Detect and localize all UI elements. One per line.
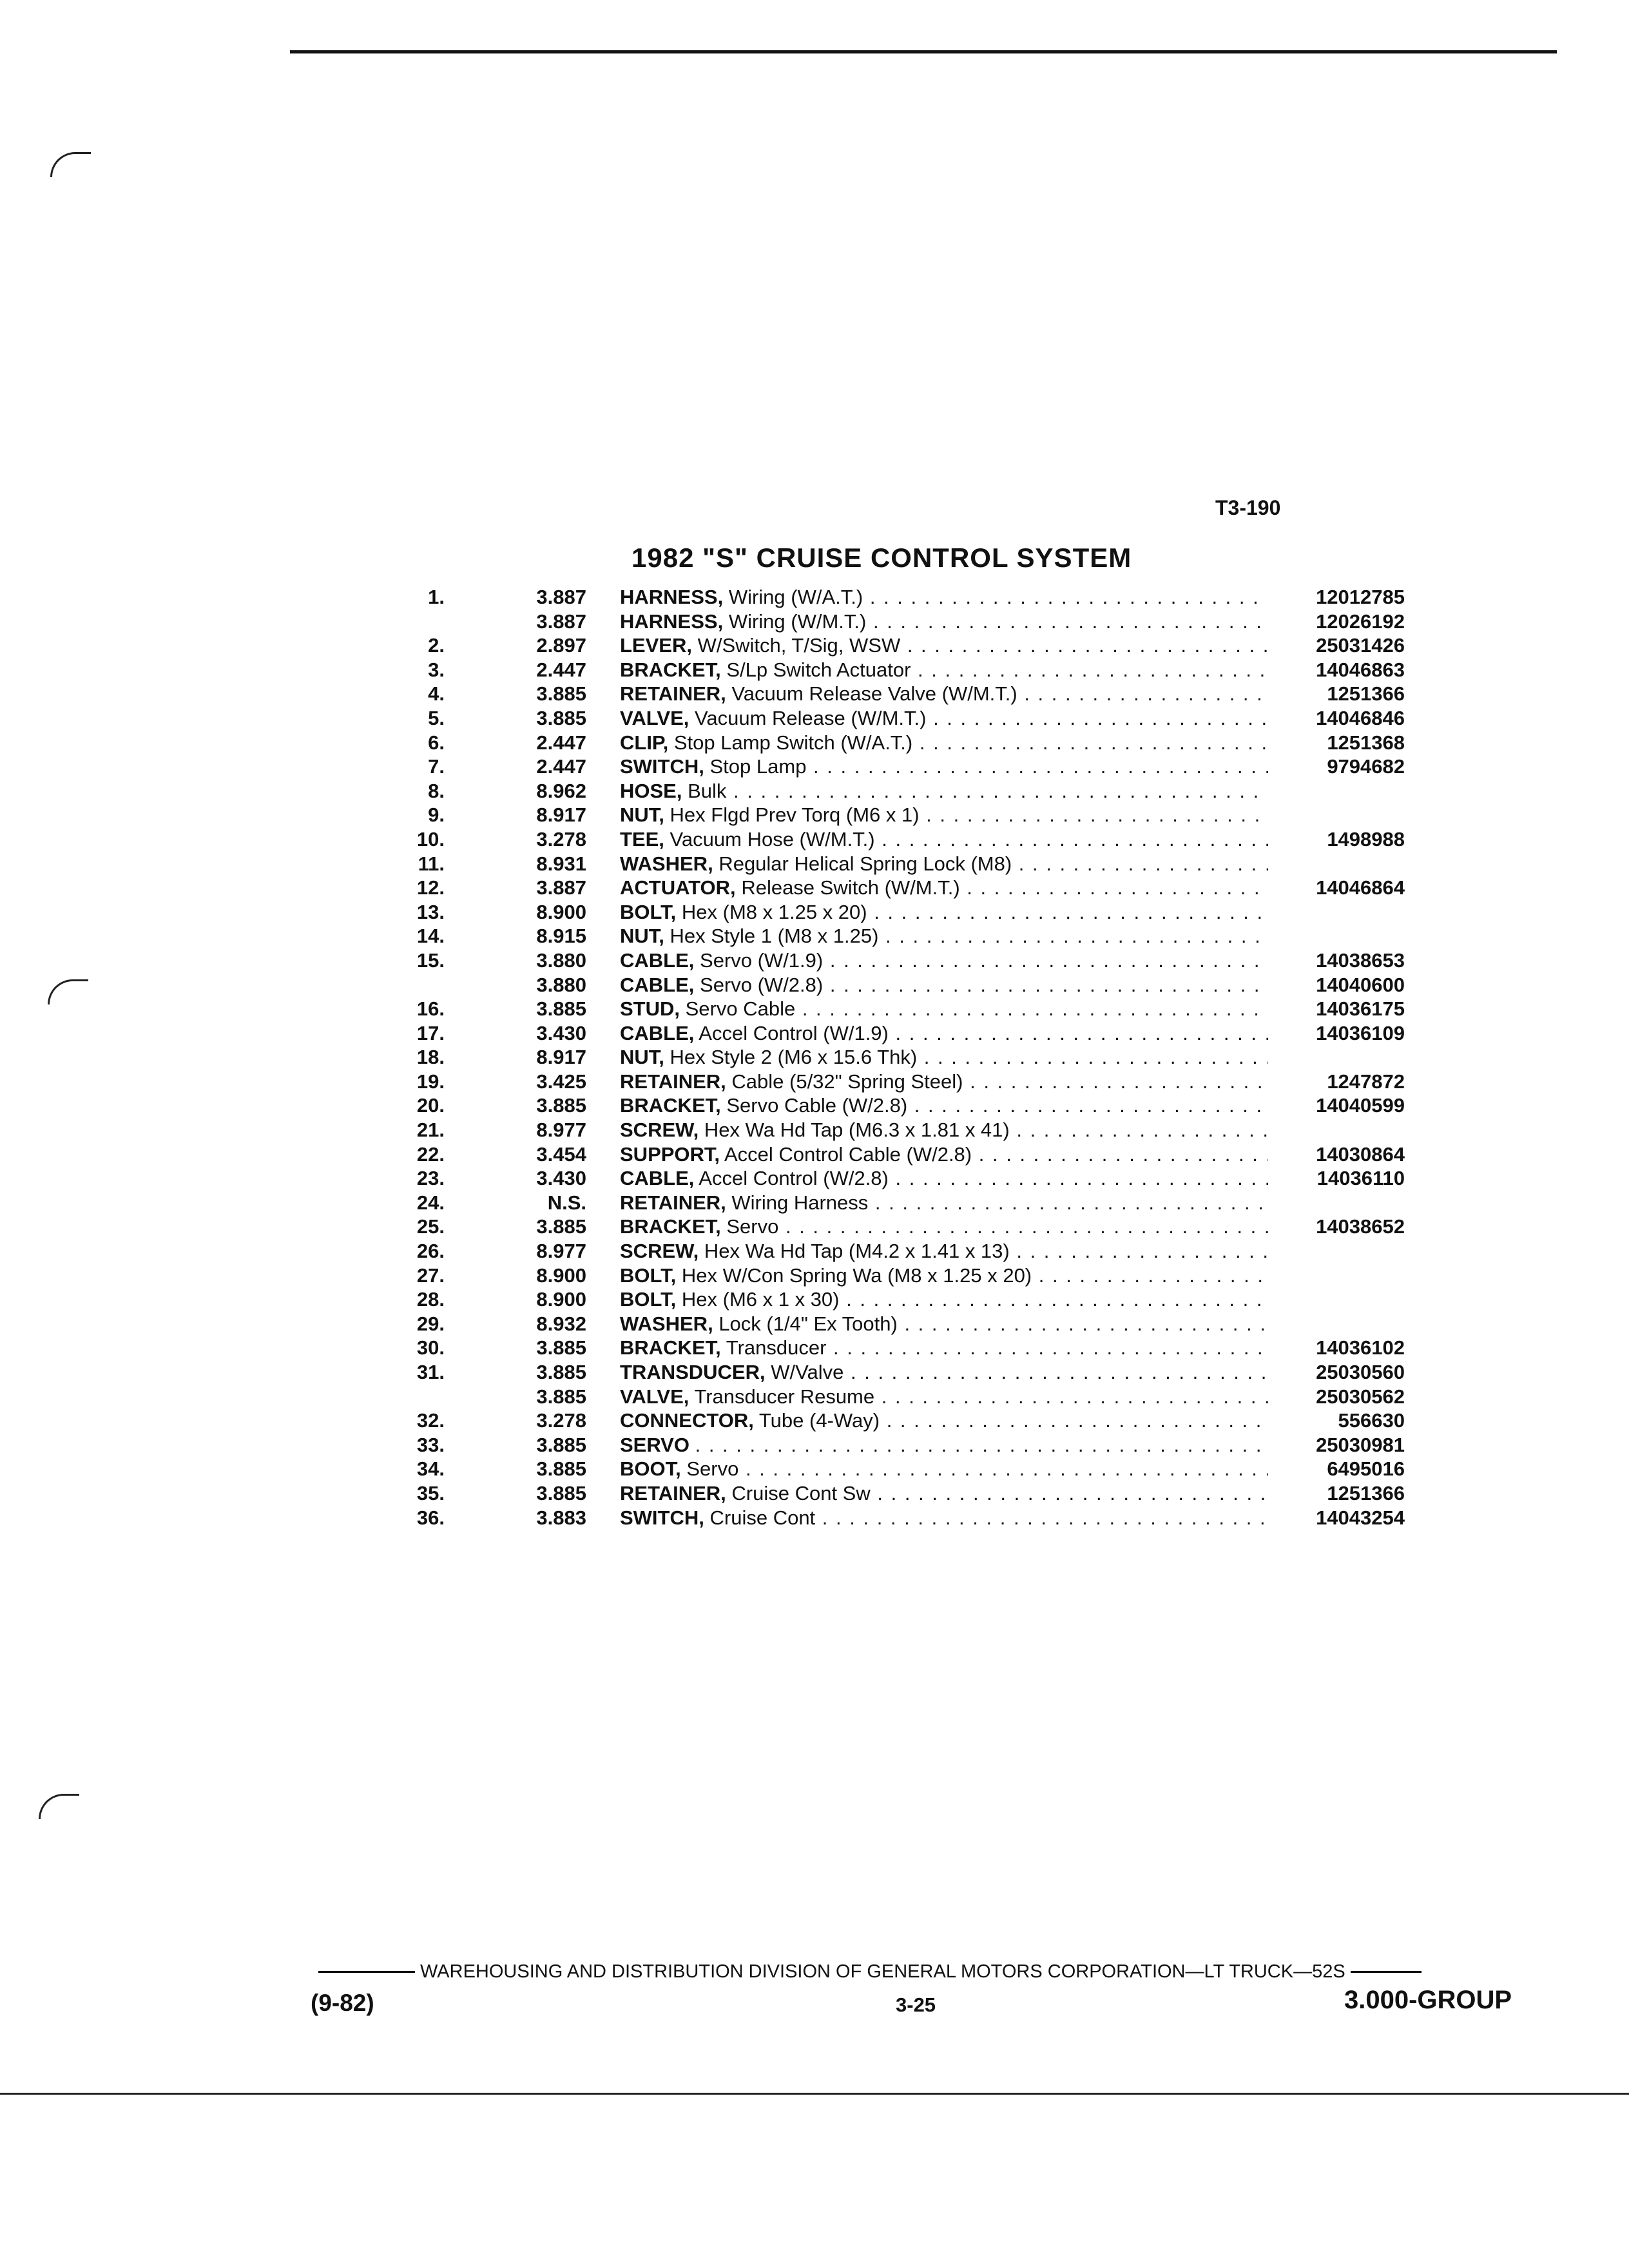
part-description — [620, 852, 1268, 876]
part-detail: Hex Wa Hd Tap (M6.3 x 1.81 x 41) — [704, 1119, 1010, 1142]
group-number: 8.962 — [536, 779, 586, 802]
item-number: 11. — [418, 852, 445, 875]
item-number: 35. — [416, 1481, 445, 1504]
part-detail: Wiring (W/A.T.) — [728, 586, 863, 608]
group-number: 3.885 — [536, 682, 586, 706]
part-description — [620, 1215, 1268, 1239]
table-row — [0, 585, 1629, 610]
part-name: SERVO — [620, 1433, 689, 1456]
part-number: 1247872 — [1327, 1070, 1405, 1093]
part-description — [620, 948, 1268, 973]
part-description — [620, 779, 1268, 803]
table-row — [0, 852, 1629, 876]
part-name: BRACKET, — [620, 1336, 721, 1360]
item-number: 17. — [416, 1021, 445, 1044]
part-name: BOLT, — [620, 1288, 677, 1311]
part-name: HOSE, — [620, 779, 682, 802]
part-number: 14043254 — [1316, 1506, 1405, 1529]
group-number: 8.900 — [536, 900, 586, 923]
part-name: CABLE, — [620, 973, 695, 996]
part-detail: Servo (W/2.8) — [700, 973, 824, 996]
item-number: 9. — [428, 803, 445, 827]
group-number: 3.885 — [536, 706, 586, 729]
page-code: T3-190 — [1215, 496, 1281, 519]
table-row — [0, 1360, 1629, 1385]
part-name: BOOT, — [620, 1457, 681, 1481]
item-number: 28. — [416, 1288, 445, 1311]
item-number: 2. — [428, 634, 445, 657]
item-number: 15. — [416, 948, 445, 972]
part-description — [620, 1336, 1268, 1360]
part-detail: Vacuum Hose (W/M.T.) — [670, 827, 875, 850]
part-name: RETAINER, — [620, 1070, 726, 1093]
part-detail: Hex Flgd Prev Torq (M6 x 1) — [670, 803, 920, 827]
table-row — [0, 1385, 1629, 1409]
part-number: 12012785 — [1316, 586, 1405, 608]
part-description — [620, 1408, 1268, 1433]
item-number: 19. — [416, 1070, 445, 1093]
footer-date: (9-82) — [311, 1990, 374, 2016]
part-description — [620, 1191, 1268, 1215]
table-row — [0, 658, 1629, 682]
table-row — [0, 779, 1629, 803]
part-number: 9794682 — [1327, 755, 1405, 778]
part-name: NUT, — [620, 1046, 664, 1069]
group-number: 8.900 — [536, 1264, 586, 1287]
table-row — [0, 1287, 1629, 1312]
table-row — [0, 633, 1629, 658]
item-number: 1. — [428, 586, 445, 608]
table-row — [0, 1070, 1629, 1094]
part-detail: Regular Helical Spring Lock (M8) — [718, 852, 1012, 875]
part-name: SWITCH, — [620, 1506, 704, 1529]
part-description — [620, 731, 1268, 755]
table-row — [0, 682, 1629, 706]
group-number: 3.885 — [536, 1433, 586, 1456]
part-detail: Accel Control (W/1.9) — [699, 1021, 889, 1044]
top-rule — [290, 50, 1557, 53]
item-number: 32. — [416, 1409, 445, 1432]
item-number: 3. — [428, 658, 445, 681]
group-number: 8.977 — [536, 1240, 586, 1263]
footer-group-code: 3.000-GROUP — [1344, 1986, 1512, 2014]
page-title: 1982 "S" CRUISE CONTROL SYSTEM — [631, 543, 1132, 573]
part-number: 6495016 — [1327, 1457, 1405, 1481]
group-number: 8.917 — [536, 803, 586, 827]
item-number: 6. — [428, 731, 445, 754]
part-detail: W/Valve — [771, 1361, 844, 1383]
part-detail: Stop Lamp — [709, 755, 807, 778]
part-number: 14040600 — [1316, 973, 1405, 996]
group-number: 3.887 — [536, 876, 586, 899]
part-name: CLIP, — [620, 731, 669, 754]
part-number: 14046863 — [1316, 658, 1405, 681]
part-detail: Hex Wa Hd Tap (M4.2 x 1.41 x 13) — [704, 1240, 1010, 1263]
part-name: CABLE, — [620, 1167, 695, 1190]
part-detail: Hex W/Con Spring Wa (M8 x 1.25 x 20) — [681, 1264, 1032, 1287]
table-row — [0, 1215, 1629, 1239]
footer-division-text: WAREHOUSING AND DISTRIBUTION DIVISION OF GENERAL MOTORS CORPORATION—LT TRUCK—52S — [420, 1961, 1345, 1982]
table-row — [0, 1336, 1629, 1360]
part-detail: Release Switch (W/M.T.) — [741, 876, 960, 899]
group-number: 3.887 — [536, 586, 586, 608]
part-description — [620, 658, 1268, 682]
part-name: NUT, — [620, 925, 664, 948]
part-description — [620, 1264, 1268, 1288]
group-number: 2.447 — [536, 658, 586, 681]
part-detail: Stop Lamp Switch (W/A.T.) — [673, 731, 913, 754]
group-number: 3.430 — [536, 1021, 586, 1044]
item-number: 27. — [416, 1264, 445, 1287]
group-number: 3.454 — [536, 1142, 586, 1166]
part-detail: Transducer Resume — [694, 1385, 875, 1408]
part-number: 14038653 — [1316, 948, 1405, 972]
bottom-rule — [0, 2093, 1629, 2095]
part-description — [620, 682, 1268, 706]
part-name: WASHER, — [620, 1312, 713, 1335]
table-row — [0, 1264, 1629, 1288]
part-detail: Cruise Cont Sw — [731, 1481, 871, 1504]
part-name: BOLT, — [620, 1264, 677, 1287]
part-name: VALVE, — [620, 1385, 689, 1408]
group-number: 3.885 — [536, 1094, 586, 1117]
item-number: 12. — [416, 876, 445, 899]
part-name: TEE, — [620, 827, 664, 850]
table-row — [0, 900, 1629, 925]
item-number: 23. — [416, 1167, 445, 1190]
group-number: 3.430 — [536, 1167, 586, 1190]
group-number: 3.425 — [536, 1070, 586, 1093]
part-number: 25031426 — [1316, 634, 1405, 657]
table-row — [0, 1433, 1629, 1457]
part-description — [620, 1239, 1268, 1264]
part-detail: Vacuum Release (W/M.T.) — [695, 706, 927, 729]
group-number: 3.885 — [536, 997, 586, 1021]
part-name: HARNESS, — [620, 610, 724, 633]
table-row — [0, 1021, 1629, 1046]
group-number: 3.885 — [536, 1215, 586, 1238]
part-description — [620, 1045, 1268, 1070]
part-name: VALVE, — [620, 706, 689, 729]
item-number: 22. — [416, 1142, 445, 1166]
item-number: 31. — [416, 1361, 445, 1383]
part-description — [620, 1457, 1268, 1481]
part-number: 14036102 — [1316, 1336, 1405, 1360]
part-number: 12026192 — [1316, 610, 1405, 633]
part-description — [620, 1070, 1268, 1094]
table-row — [0, 1093, 1629, 1118]
table-row — [0, 754, 1629, 779]
table-row — [0, 924, 1629, 948]
part-description — [620, 1093, 1268, 1118]
table-row — [0, 1142, 1629, 1167]
item-number: 33. — [416, 1433, 445, 1456]
part-description — [620, 1433, 1268, 1457]
part-detail: Servo — [686, 1457, 739, 1481]
part-detail: Wiring (W/M.T.) — [728, 610, 867, 633]
group-number: N.S. — [547, 1191, 586, 1214]
group-number: 3.278 — [536, 1409, 586, 1432]
item-number: 26. — [416, 1240, 445, 1263]
part-name: RETAINER, — [620, 682, 726, 706]
part-detail: Accel Control (W/2.8) — [699, 1167, 889, 1190]
table-row — [0, 1312, 1629, 1336]
table-row — [0, 803, 1629, 827]
table-row — [0, 1118, 1629, 1142]
group-number: 2.897 — [536, 634, 586, 657]
table-row — [0, 827, 1629, 852]
group-number: 3.880 — [536, 973, 586, 996]
part-description — [620, 803, 1268, 827]
part-name: SCREW, — [620, 1119, 699, 1142]
part-number: 14036109 — [1316, 1021, 1405, 1044]
part-name: STUD, — [620, 997, 680, 1021]
item-number: 16. — [416, 997, 445, 1021]
part-name: BRACKET, — [620, 1215, 721, 1238]
part-detail: S/Lp Switch Actuator — [726, 658, 911, 681]
table-row — [0, 997, 1629, 1021]
item-number: 4. — [428, 682, 445, 706]
group-number: 2.447 — [536, 731, 586, 754]
item-number: 20. — [416, 1094, 445, 1117]
part-detail: Tube (4-Way) — [758, 1409, 880, 1432]
table-row — [0, 1481, 1629, 1506]
item-number: 5. — [428, 706, 445, 729]
part-description — [620, 924, 1268, 948]
part-detail: Cable (5/32" Spring Steel) — [731, 1070, 963, 1093]
part-detail: Bulk — [688, 779, 727, 802]
part-number: 1498988 — [1327, 827, 1405, 850]
table-row — [0, 610, 1629, 634]
part-detail: Servo (W/1.9) — [700, 948, 824, 972]
part-description — [620, 997, 1268, 1021]
part-name: CABLE, — [620, 1021, 695, 1044]
part-number: 1251368 — [1327, 731, 1405, 754]
group-number: 8.932 — [536, 1312, 586, 1335]
group-number: 3.885 — [536, 1481, 586, 1504]
part-description — [620, 1118, 1268, 1142]
part-description — [620, 1287, 1268, 1312]
group-number: 3.885 — [536, 1385, 586, 1408]
table-row — [0, 1191, 1629, 1215]
part-number: 556630 — [1338, 1409, 1405, 1432]
group-number: 2.447 — [536, 755, 586, 778]
part-detail: Servo — [726, 1215, 779, 1238]
part-description — [620, 900, 1268, 925]
item-number: 10. — [416, 827, 445, 850]
item-number: 14. — [416, 925, 445, 948]
table-row — [0, 948, 1629, 973]
part-description — [620, 1481, 1268, 1506]
part-description — [620, 876, 1268, 900]
group-number: 3.885 — [536, 1361, 586, 1383]
part-name: CONNECTOR, — [620, 1409, 754, 1432]
part-name: BRACKET, — [620, 658, 721, 681]
item-number: 21. — [416, 1119, 445, 1142]
part-description — [620, 610, 1268, 634]
item-number: 34. — [416, 1457, 445, 1481]
part-detail: W/Switch, T/Sig, WSW — [697, 634, 901, 657]
part-description — [620, 1385, 1268, 1409]
part-name: CABLE, — [620, 948, 695, 972]
part-detail: Servo Cable — [685, 997, 796, 1021]
table-row — [0, 876, 1629, 900]
part-detail: Lock (1/4" Ex Tooth) — [718, 1312, 898, 1335]
item-number: 7. — [428, 755, 445, 778]
footer-page-number: 3-25 — [896, 1994, 936, 2016]
item-number: 18. — [416, 1046, 445, 1069]
part-name: RETAINER, — [620, 1481, 726, 1504]
part-detail: Transducer — [726, 1336, 827, 1360]
item-number: 30. — [416, 1336, 445, 1360]
part-description — [620, 585, 1268, 610]
item-number: 13. — [416, 900, 445, 923]
part-number: 14046846 — [1316, 706, 1405, 729]
group-number: 8.900 — [536, 1288, 586, 1311]
group-number: 8.931 — [536, 852, 586, 875]
part-number: 14036110 — [1316, 1167, 1405, 1190]
item-number: 36. — [416, 1506, 445, 1529]
table-row — [0, 1506, 1629, 1530]
group-number: 3.885 — [536, 1336, 586, 1360]
part-number: 25030560 — [1316, 1361, 1405, 1383]
group-number: 8.917 — [536, 1046, 586, 1069]
part-number: 25030562 — [1316, 1385, 1405, 1408]
part-number: 14030864 — [1316, 1142, 1405, 1166]
part-description — [620, 973, 1268, 997]
group-number: 8.977 — [536, 1119, 586, 1142]
part-name: NUT, — [620, 803, 664, 827]
group-number: 3.278 — [536, 827, 586, 850]
part-name: WASHER, — [620, 852, 713, 875]
part-description — [620, 633, 1268, 658]
table-row — [0, 1408, 1629, 1433]
table-row — [0, 1045, 1629, 1070]
part-number: 14036175 — [1316, 997, 1405, 1021]
part-description — [620, 706, 1268, 731]
part-description — [620, 1166, 1268, 1191]
part-description — [620, 1506, 1268, 1530]
part-number: 14038652 — [1316, 1215, 1405, 1238]
part-name: RETAINER, — [620, 1191, 726, 1214]
group-number: 8.915 — [536, 925, 586, 948]
part-number: 25030981 — [1316, 1433, 1405, 1456]
part-name: BRACKET, — [620, 1094, 721, 1117]
part-number: 14046864 — [1316, 876, 1405, 899]
part-description — [620, 1142, 1268, 1167]
item-number: 25. — [416, 1215, 445, 1238]
part-name: HARNESS, — [620, 586, 724, 608]
footer-rule-right — [1351, 1971, 1422, 1973]
part-name: TRANSDUCER, — [620, 1361, 766, 1383]
part-description — [620, 1360, 1268, 1385]
part-detail: Wiring Harness — [731, 1191, 869, 1214]
group-number: 3.885 — [536, 1457, 586, 1481]
binder-hole-mark-top — [50, 152, 91, 177]
part-name: SCREW, — [620, 1240, 699, 1263]
table-row — [0, 973, 1629, 997]
part-detail: Accel Control Cable (W/2.8) — [724, 1142, 972, 1166]
part-detail: Cruise Cont — [709, 1506, 816, 1529]
table-row — [0, 731, 1629, 755]
part-detail: Hex Style 1 (M8 x 1.25) — [670, 925, 879, 948]
part-name: SWITCH, — [620, 755, 704, 778]
item-number: 24. — [416, 1191, 445, 1214]
part-number: 1251366 — [1327, 682, 1405, 706]
footer-rule-left — [318, 1971, 415, 1973]
part-detail: Vacuum Release Valve (W/M.T.) — [731, 682, 1017, 706]
part-name: BOLT, — [620, 900, 677, 923]
group-number: 3.887 — [536, 610, 586, 633]
part-description — [620, 1021, 1268, 1046]
table-row — [0, 1457, 1629, 1481]
item-number: 29. — [416, 1312, 445, 1335]
part-description — [620, 827, 1268, 852]
part-detail: Hex Style 2 (M6 x 15.6 Thk) — [670, 1046, 918, 1069]
part-detail: Servo Cable (W/2.8) — [726, 1094, 908, 1117]
binder-hole-mark-bottom — [39, 1794, 79, 1819]
table-row — [0, 706, 1629, 731]
part-name: LEVER, — [620, 634, 692, 657]
group-number: 3.883 — [536, 1506, 586, 1529]
table-row — [0, 1166, 1629, 1191]
part-name: SUPPORT, — [620, 1142, 720, 1166]
part-name: ACTUATOR, — [620, 876, 736, 899]
part-detail: Hex (M6 x 1 x 30) — [681, 1288, 840, 1311]
group-number: 3.880 — [536, 948, 586, 972]
part-number: 14040599 — [1316, 1094, 1405, 1117]
parts-list — [0, 585, 1629, 1530]
footer-division-line — [318, 1961, 1536, 1983]
table-row — [0, 1239, 1629, 1264]
part-description — [620, 754, 1268, 779]
part-number: 1251366 — [1327, 1481, 1405, 1504]
part-description — [620, 1312, 1268, 1336]
item-number: 8. — [428, 779, 445, 802]
part-detail: Hex (M8 x 1.25 x 20) — [681, 900, 867, 923]
